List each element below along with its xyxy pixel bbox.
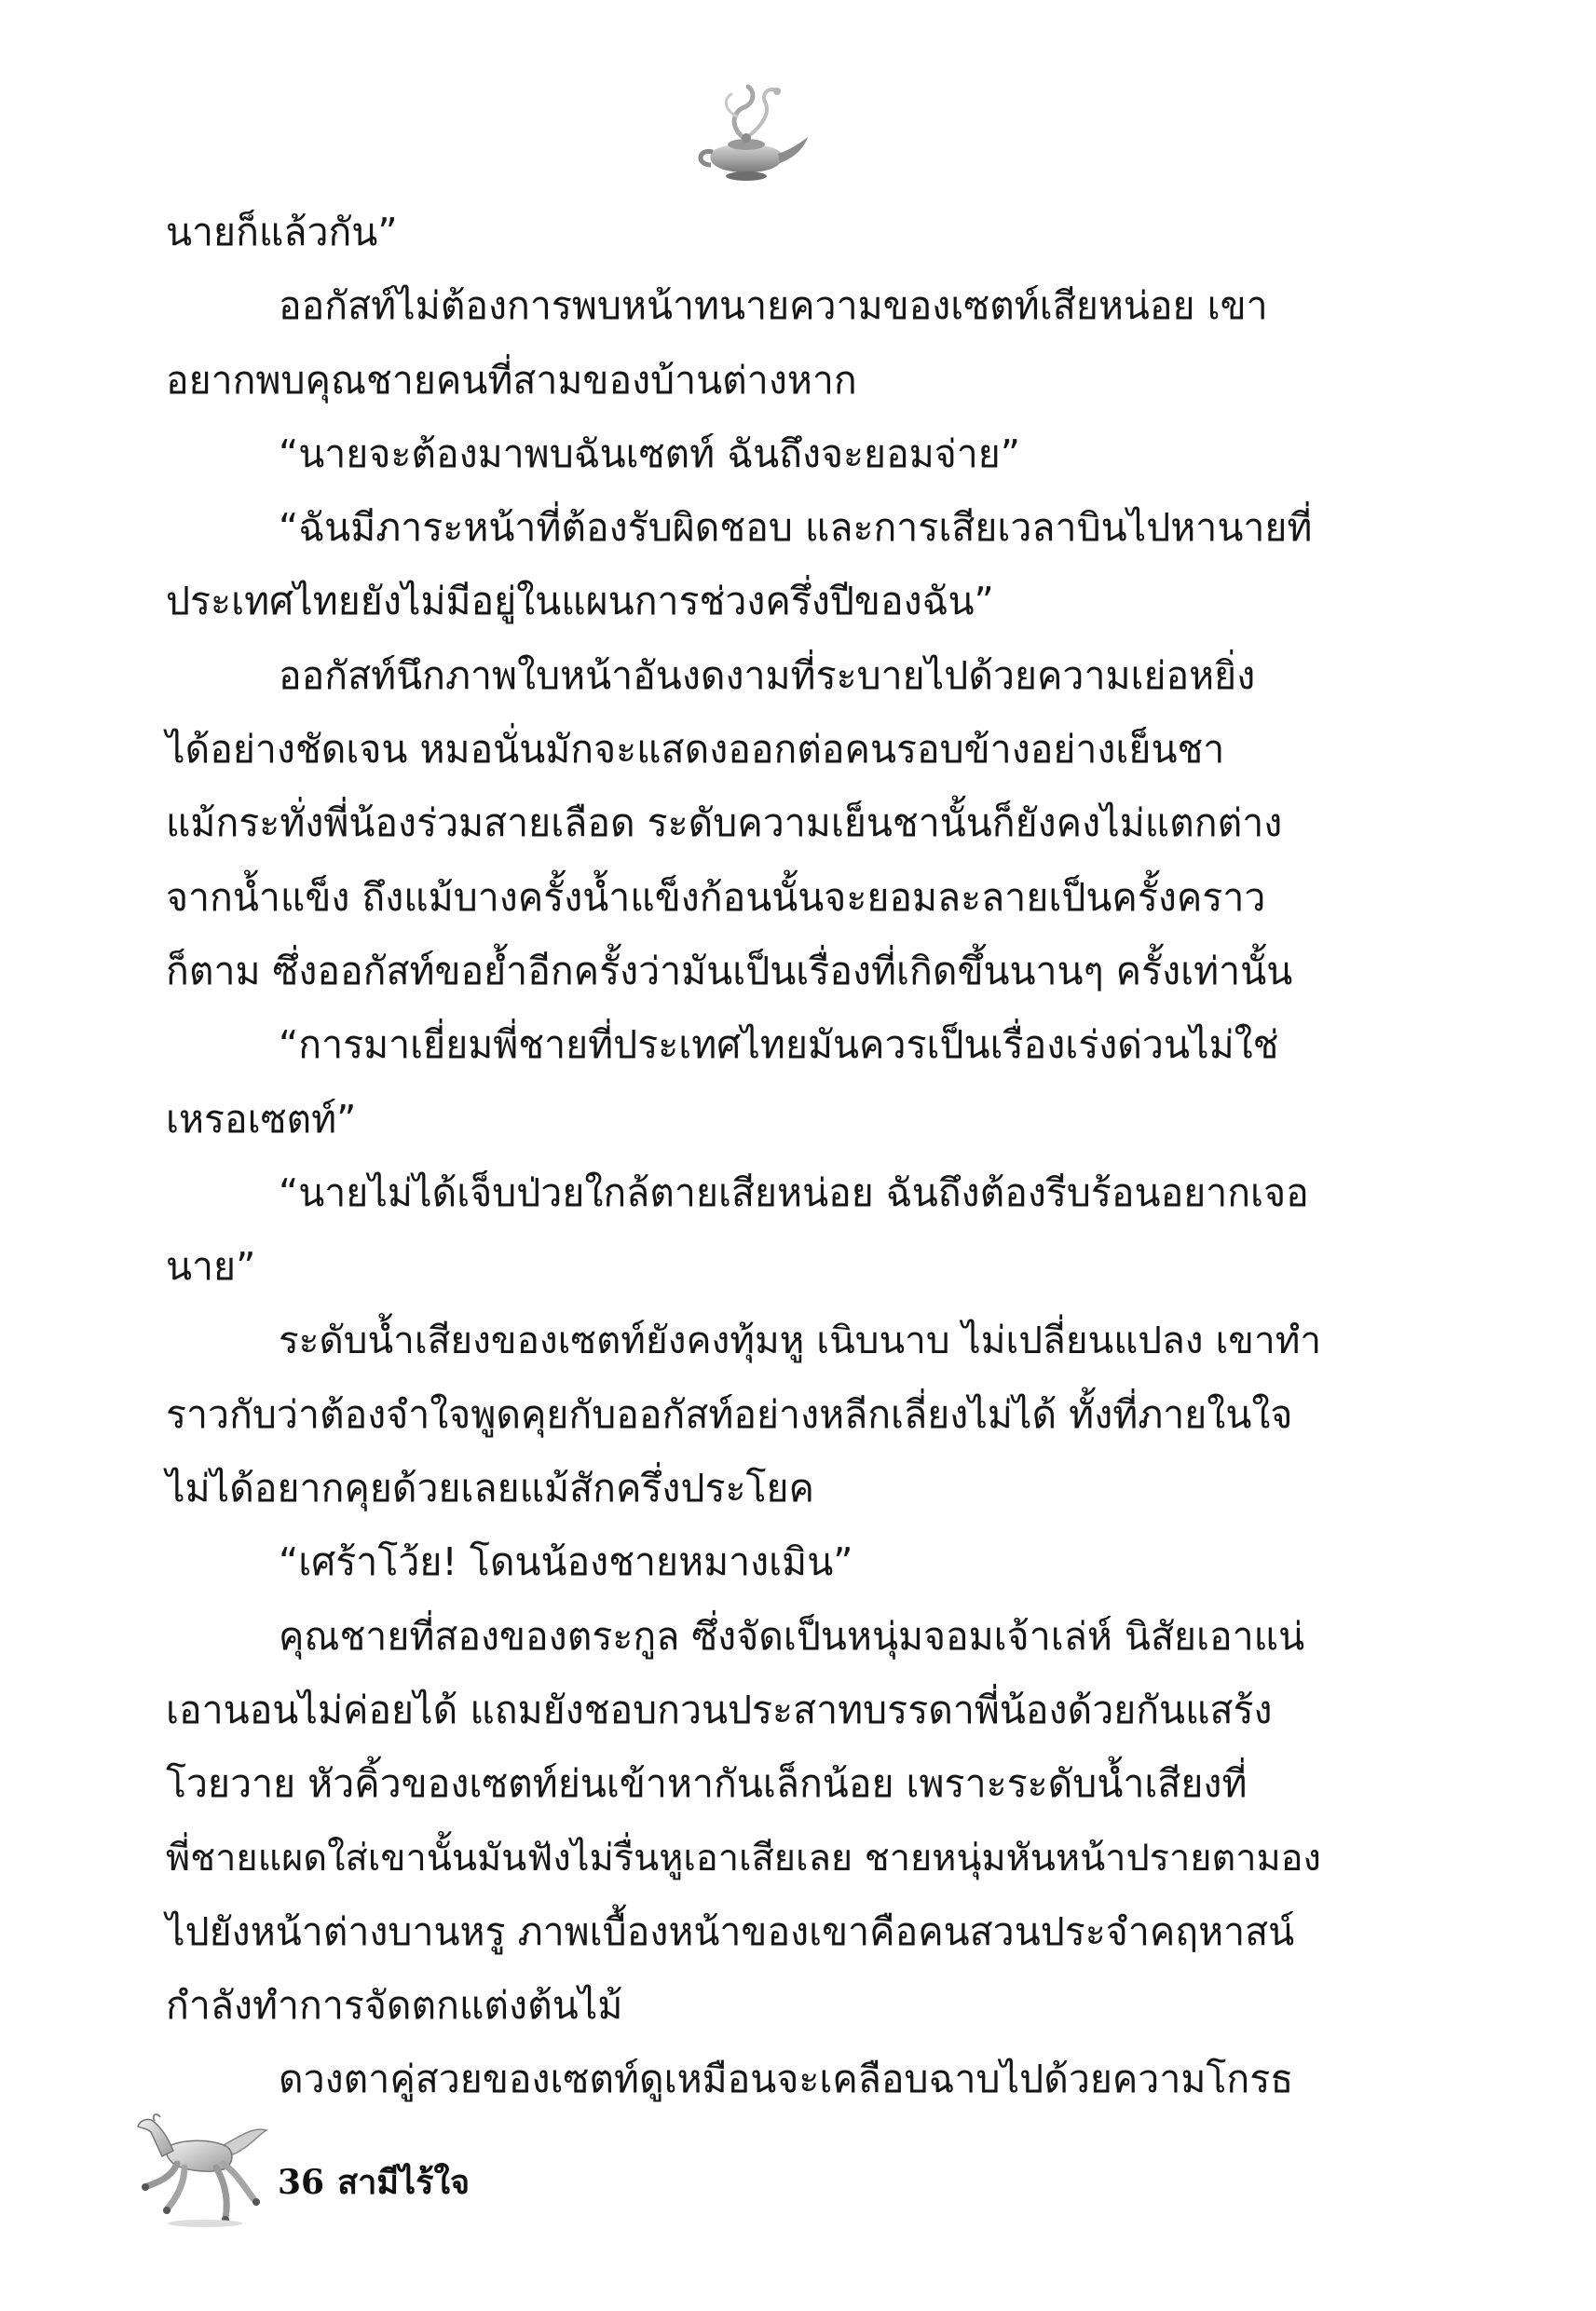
text-line: “การมาเยี่ยมพี่ชายที่ประเทศไทยมันควรเป็นเรื่องเร่งด่วนไม่ใช่ <box>279 1022 1279 1068</box>
text-line: จากน้ำแข็ง ถึงแม้บางครั้งน้ำแข็งก้อนนั้นจะยอมละลายเป็นครั้งคราว <box>166 874 1266 920</box>
horse-icon <box>130 2108 270 2229</box>
text-line: คุณชายที่สองของตระกูล ซึ่งจัดเป็นหนุ่มจอมเจ้าเล่ห์ นิสัยเอาแน่ <box>279 1613 1305 1659</box>
text-line: ประเทศไทยยังไม่มีอยู่ในแผนการช่วงครึ่งปีของฉัน” <box>166 579 994 624</box>
text-line: ออกัสท์นึกภาพใบหน้าอันงดงามที่ระบายไปด้วยความเย่อหยิ่ง <box>279 652 1256 698</box>
text-line: ออกัสท์ไม่ต้องการพบหน้าทนายความของเซตท์เสียหน่อย เขา <box>279 283 1268 329</box>
text-line: “นายไม่ได้เจ็บป่วยใกล้ตายเสียหน่อย ฉันถึงต้องรีบร้อนอยากเจอ <box>279 1169 1309 1215</box>
text-line: เอานอนไม่ค่อยได้ แถมยังชอบกวนประสาทบรรดาพี่น้องด้วยกันแสร้ง <box>166 1687 1273 1732</box>
book-title: สามีไร้ใจ <box>337 2163 471 2202</box>
text-line: โวยวาย หัวคิ้วของเซตท์ย่นเข้าหากันเล็กน้อย เพราะระดับน้ำเสียงที่ <box>166 1761 1248 1807</box>
text-line: กำลังทำการจัดตกแต่งต้นไม้ <box>166 1983 623 2029</box>
text-line: แม้กระทั่งพี่น้องร่วมสายเลือด ระดับความเย็นชานั้นก็ยังคงไม่แตกต่าง <box>166 800 1283 846</box>
text-line: อยากพบคุณชายคนที่สามของบ้านต่างหาก <box>166 357 857 403</box>
text-line: “เศร้าโว้ย! โดนน้องชายหมางเมิน” <box>279 1539 853 1585</box>
body-text <box>166 196 1321 2117</box>
text-line: ดวงตาคู่สวยของเซตท์ดูเหมือนจะเคลือบฉาบไปด้วยความโกรธ <box>279 2057 1294 2102</box>
text-line: นาย” <box>166 1244 256 1290</box>
page-number: 36 <box>278 2163 325 2202</box>
text-line: นายก็แล้วกัน” <box>166 210 398 254</box>
text-line: ไปยังหน้าต่างบานหรู ภาพเบื้องหน้าของเขาคือคนสวนประจำคฤหาสน์ <box>166 1908 1295 1954</box>
text-line: เหรอเซตท์” <box>166 1096 357 1142</box>
text-line: “ฉันมีภาระหน้าที่ต้องรับผิดชอบ และการเสียเวลาบินไปหานายที่ <box>279 505 1313 551</box>
text-line: ได้อย่างชัดเจน หมอนั่นมักจะแสดงออกต่อคนรอบข้างอย่างเย็นชา <box>166 727 1225 773</box>
text-line: ระดับน้ำเสียงของเซตท์ยังคงทุ้มหู เนิบนาบ ไม่เปลี่ยนแปลง เขาทำ <box>279 1318 1322 1363</box>
genie-lamp-icon <box>685 79 815 191</box>
text-line: พี่ชายแผดใส่เขานั้นมันฟังไม่รื่นหูเอาเสียเลย ชายหนุ่มหันหน้าปรายตามอง <box>166 1836 1321 1880</box>
text-line: ไม่ได้อยากคุยด้วยเลยแม้สักครึ่งประโยค <box>166 1466 814 1511</box>
text-line: ราวกับว่าต้องจำใจพูดคุยกับออกัสท์อย่างหลีกเลี่ยงไม่ได้ ทั้งที่ภายในใจ <box>166 1391 1293 1437</box>
text-line: ก็ตาม ซึ่งออกัสท์ขอย้ำอีกครั้งว่ามันเป็นเรื่องที่เกิดขึ้นนานๆ ครั้งเท่านั้น <box>166 948 1293 993</box>
page-footer <box>130 2108 783 2229</box>
text-line: “นายจะต้องมาพบฉันเซตท์ ฉันถึงจะยอมจ่าย” <box>279 431 1021 476</box>
page-folio <box>278 2162 470 2203</box>
